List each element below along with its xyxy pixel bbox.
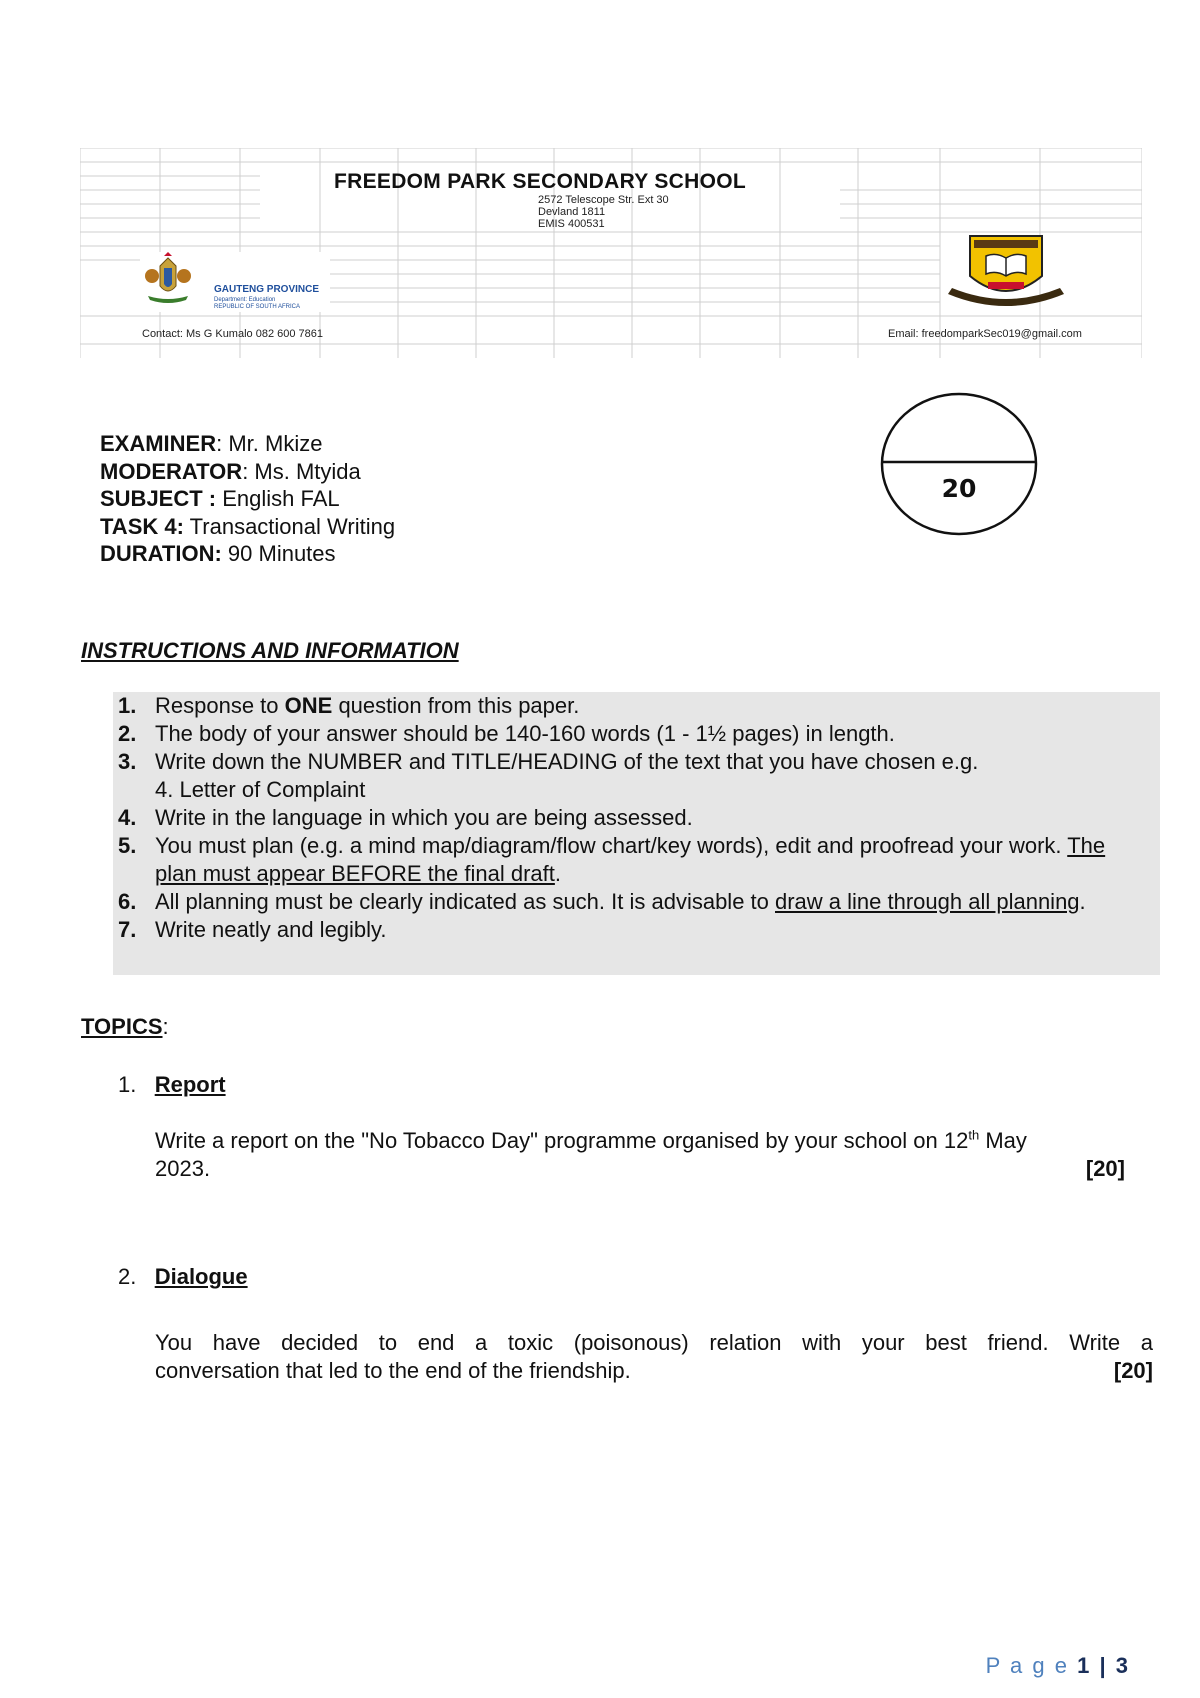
instruction-text: Write neatly and legibly.: [155, 917, 387, 942]
instructions-list: [118, 692, 1138, 944]
instruction-underlined: The plan must appear BEFORE the final draft: [155, 833, 1106, 886]
instruction-item: [118, 748, 1138, 804]
instruction-item: [118, 916, 1138, 944]
instructions-heading: INSTRUCTIONS AND INFORMATION: [81, 638, 459, 663]
instruction-number: 1.: [118, 693, 137, 718]
instruction-text: Write down the NUMBER and TITLE/HEADING of the text that you have chosen e.g.: [155, 749, 979, 774]
page-number: 1: [1077, 1653, 1092, 1678]
topic-marks: [20]: [1085, 1156, 1125, 1181]
instruction-number: 7.: [118, 917, 137, 942]
moderator-label: MODERATOR: [100, 458, 243, 484]
instruction-number: 4.: [118, 805, 137, 830]
instruction-underlined: draw a line through all planning: [775, 889, 1080, 914]
instruction-text: Response to: [155, 693, 285, 718]
province-department: Department: Education: [214, 297, 276, 303]
letterhead: [80, 148, 1142, 358]
task-value: Transactional Writing: [183, 513, 396, 539]
duration-value: 90 Minutes: [221, 541, 336, 566]
topic-title: Report: [154, 1072, 226, 1097]
instruction-emphasis: ONE: [284, 693, 333, 718]
province-name: GAUTENG PROVINCE: [214, 284, 320, 295]
moderator-value: : Ms. Mtyida: [242, 458, 361, 484]
topic-1-title: [118, 1071, 226, 1099]
instruction-item: [118, 692, 1138, 720]
email-line: Email: freedomparkSec019@gmail.com: [888, 328, 1082, 340]
topic-number: 2.: [118, 1264, 137, 1289]
topic-body-text: 2023.: [155, 1156, 211, 1181]
subject-row: [100, 485, 395, 513]
province-country: REPUBLIC OF SOUTH AFRICA: [214, 304, 301, 310]
duration-label: DURATION:: [100, 541, 222, 566]
topic-body-text: You have decided to end a toxic (poisonous) relation with your best friend. Write a: [155, 1330, 1153, 1355]
instruction-text: You must plan (e.g. a mind map/diagram/flow chart/key words), edit and proofread your work.: [155, 833, 1068, 858]
instruction-item: [118, 888, 1138, 916]
examiner-label: EXAMINER: [100, 431, 217, 456]
topic-body-text: conversation that led to the end of the friendship.: [155, 1358, 631, 1383]
page-footer: [986, 1653, 1130, 1679]
instruction-number: 2.: [118, 721, 137, 746]
instruction-item: [118, 804, 1138, 832]
instruction-number: 3.: [118, 749, 137, 774]
instruction-item: [118, 720, 1138, 748]
page-total: 3: [1115, 1653, 1130, 1678]
instruction-text: All planning must be clearly indicated as such. It is advisable to: [155, 889, 775, 914]
instruction-item: [118, 832, 1138, 888]
task-label: TASK 4:: [100, 513, 184, 539]
topics-heading: [81, 1014, 169, 1040]
school-address-line2: Devland 1811: [538, 206, 606, 218]
instruction-text: The body of your answer should be 140-160 words (1 - 1½ pages) in length.: [155, 721, 895, 746]
marks-circle: [880, 392, 1038, 536]
moderator-row: [100, 458, 395, 486]
duration-row: [100, 540, 395, 568]
instruction-number: 6.: [118, 889, 137, 914]
total-marks: 20: [941, 474, 977, 503]
instruction-text: .: [554, 861, 561, 886]
topics-heading-suffix: :: [162, 1014, 169, 1039]
examiner-value: : Mr. Mkize: [216, 431, 323, 456]
instruction-text: Write in the language in which you are being assessed.: [155, 805, 693, 830]
topic-body-superscript: th: [968, 1127, 980, 1143]
topic-body-text: May: [979, 1128, 1027, 1153]
subject-label: SUBJECT :: [100, 486, 217, 511]
page-label: P a g e: [985, 1653, 1078, 1678]
topics-heading-label: TOPICS: [81, 1014, 163, 1039]
topic-2-body: [155, 1329, 1153, 1385]
instruction-text: .: [1079, 889, 1086, 914]
topic-title: Dialogue: [154, 1264, 248, 1289]
exam-details: [100, 430, 395, 568]
topic-body-text: Write a report on the "No Tobacco Day" programme organised by your school on 12: [155, 1128, 969, 1153]
task-row: [100, 513, 395, 541]
instruction-number: 5.: [118, 833, 137, 858]
school-crest-icon: [944, 232, 1068, 314]
topic-marks: [20]: [1113, 1358, 1153, 1383]
contact-line: Contact: Ms G Kumalo 082 600 7861: [142, 328, 323, 340]
school-address-line3: EMIS 400531: [538, 218, 605, 230]
school-address-line1: 2572 Telescope Str. Ext 30: [538, 194, 669, 206]
topic-number: 1.: [118, 1072, 137, 1097]
page-separator: |: [1091, 1653, 1116, 1678]
school-name: FREEDOM PARK SECONDARY SCHOOL: [333, 170, 746, 193]
gauteng-coat-of-arms-icon: [140, 252, 330, 312]
subject-value: English FAL: [216, 486, 340, 511]
topic-1-body: [155, 1127, 1125, 1183]
topic-2-title: [118, 1263, 248, 1291]
topic-body-last-line: [155, 1357, 1153, 1385]
instruction-text: question from this paper.: [332, 693, 580, 718]
examiner-row: [100, 430, 395, 458]
instruction-example: 4. Letter of Complaint: [155, 777, 366, 802]
